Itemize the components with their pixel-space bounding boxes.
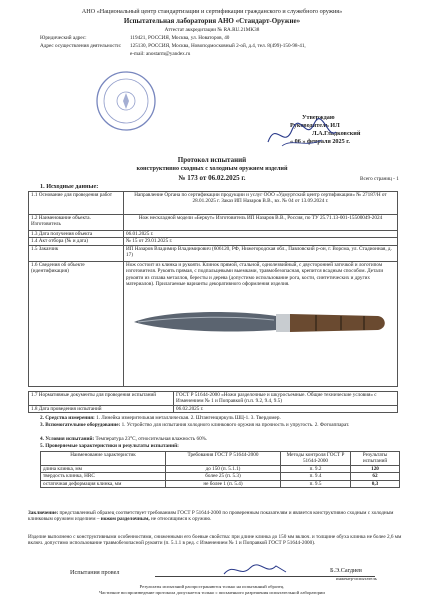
conclusion-bold: ножом разделочным,	[100, 516, 150, 523]
info-row	[29, 231, 398, 238]
results-header-row	[41, 452, 400, 466]
info-value: Нож нескладной модели «Беркут» Изготовитель ИП Назаров В.В., Россия, по ТУ 25.71.13-001-15500049-2024	[124, 215, 398, 231]
conclusion-label: Заключение:	[28, 510, 59, 516]
result-requirement: более 25 (п. 5.3)	[166, 473, 281, 480]
doc-value: ГОСТ Р 51644-2000 «Ножи разделочные и шкуросъемные. Общие технические условия» с Изменением № 1 и Поправкой (п.п. 9.2, 9.4, 9.5)	[174, 392, 398, 406]
results-row	[41, 465, 400, 472]
conclusion-text: представленный образец соответствует требованиям ГОСТ Р 51644-2000 по проверенным показателям и является конструктивно сходным с холодным клинковым оружием изделием –	[28, 510, 394, 523]
conclusion-text-end: не относящимся к оружию.	[151, 516, 212, 523]
result-name: остаточная деформация клинка, мм	[41, 480, 166, 487]
info-label: 1.5 Заказчик	[29, 245, 124, 261]
result-value: 0,3	[351, 480, 400, 487]
results-table	[40, 451, 400, 488]
section-3-label: 3. Вспомогательное оборудование:	[40, 422, 121, 428]
knife-photo	[126, 290, 395, 352]
approval-date: « 06 » февраля 2025 г.	[290, 138, 350, 145]
org-line: АНО «Национальный центр стандартизации и сертификации гражданского и служебного оружия»	[81, 8, 343, 15]
lab-title: Испытательная лаборатория АНО «Стандарт-Оружие»	[123, 17, 301, 25]
section-3-text: 1. Устройство для испытания холодного клинкового оружия на прочность и упругость. 2. Фотоаппарат.	[121, 422, 350, 428]
approval-approved: Утверждаю	[302, 114, 335, 121]
result-value: 62	[351, 473, 400, 480]
info-row	[29, 215, 398, 231]
result-method: п. 9.2	[281, 465, 351, 472]
results-header: Результаты испытаний	[351, 452, 400, 466]
result-requirement: не более 1 (п. 5.4)	[166, 480, 281, 487]
section-1-heading: 1. Исходные данные:	[40, 183, 99, 190]
results-row	[41, 473, 400, 480]
section-2	[40, 415, 415, 421]
info-value: 06.01.2025 г.	[124, 231, 398, 238]
info-row	[29, 192, 398, 215]
info-row	[29, 245, 398, 261]
info-value: № 15 от 29.01.2025 г.	[124, 238, 398, 245]
result-name: длина клинка, мм	[41, 465, 166, 472]
protocol-title: Протокол испытаний	[177, 156, 247, 164]
result-value: 120	[351, 465, 400, 472]
doc-value: 06.02.2025 г.	[174, 405, 398, 412]
tester-role: инженер-испытатель	[336, 576, 377, 581]
section-4-label: 4. Условия испытаний:	[40, 436, 95, 442]
tester-signature	[220, 560, 290, 580]
results-header: Требования ГОСТ Р 51644-2000	[166, 452, 281, 466]
info-value	[124, 261, 398, 386]
section-2-label: 2. Средства измерения:	[40, 415, 95, 421]
results-row	[41, 480, 400, 487]
approval-signature	[262, 112, 342, 156]
section-4	[40, 436, 415, 442]
legal-address-value: 119421, РОССИЯ, Москва, ул. Новаторов, 40	[130, 35, 230, 41]
legal-address-label: Юридический адрес:	[40, 35, 87, 41]
approval-head: Руководитель ИЛ	[290, 122, 340, 129]
actual-address-value: 125130, РОССИЯ, Москва, Новоподмосковный 2-ой, д.4, тел. 8(499)-150-98-41,	[130, 43, 306, 49]
info-label: 1.1 Основание для проведения работ	[29, 192, 124, 215]
footer-line-1: Результаты испытаний распространяются только на испытанный образец.	[139, 584, 285, 589]
info-label: 1.6 Сведения об объекте (идентификация)	[29, 261, 124, 386]
protocol-number: № 173 от 06.02.2025 г.	[178, 174, 246, 182]
page-count: Всего страниц - 1	[360, 176, 399, 182]
object-description: Нож состоит из клинка и рукояти. Клинок прямой, стальной, однолезвийный, с двусторонней заточкой и логотипом изготовителя. Рукоять прямая, с подпальцевыми выемками, травмобезопасная, крепится всадным способом. Детали рукояти из сплава металлов, бересты и дерева (допустимо использование рога, кости, синтетических и других материалов). Прилагаемые варианты декоративного оформления изделия.	[126, 261, 384, 288]
protocol-subtitle: конструктивно сходных с холодным оружием изделий	[136, 165, 288, 172]
info-value: Направление Органа по сертификации продукции и услуг ООО «Удмуртский центр сертификации» № 27187/Н от 28.01.2025 г. Заказ ИП Назаров В.В., вх. № 04 от 13.09.2024 г.	[124, 192, 398, 215]
info-table	[28, 191, 398, 387]
info-row	[29, 261, 398, 386]
info-label: 1.4 Акт отбора (№ и дата)	[29, 238, 124, 245]
info-value: ИП Назаров Владимир Владимирович (606120, РФ, Нижегородская обл., Павловский р-он, г. Ворсма, ул. Стадионная, д. 17)	[124, 245, 398, 261]
tested-by-label: Испытания провел	[70, 569, 120, 576]
doc-label: 1.8 Дата проведения испытаний	[29, 405, 174, 412]
tester-name: Б.Э.Сагдиев	[330, 567, 362, 574]
conclusion	[28, 510, 413, 523]
info-label: 1.3 Дата получения объекта	[29, 231, 124, 238]
doc-label: 1.7 Нормативные документы для проведения испытаний	[29, 392, 174, 406]
section-5-heading: 5. Проверяемые характеристики и результаты испытаний:	[40, 443, 179, 449]
result-name: твердость клинка, HRC	[41, 473, 166, 480]
section-2-text: 1. Линейка измерительная металлическая. 2. Штангенциркуль ШЦ-1. 3. Твердомер.	[96, 415, 281, 421]
footer-line-2: Частичное воспроизведение протокола допускается только с письменного разрешения испытательной лаборатории	[99, 590, 325, 595]
lab-stamp	[95, 70, 157, 132]
email: e-mail: anostarm@yandex.ru	[130, 51, 191, 57]
results-header: Методы контроля ГОСТ Р 51644-2000	[281, 452, 351, 466]
approval-name: Л.А.Гладковский	[312, 130, 361, 137]
result-method: п. 9.4	[281, 473, 351, 480]
info-label: 1.2 Наименование объекта. Изготовитель	[29, 215, 124, 231]
result-requirement: до 150 (п. 5.1.1)	[166, 465, 281, 472]
accreditation: Аттестат аккредитации № RA.RU.21MK38	[164, 27, 260, 33]
result-method: п. 9.5	[281, 480, 351, 487]
docs-table	[28, 391, 398, 413]
note: Изделие выполнено с конструктивными особенностями, сниженными его боевые свойства: при длине клинка до 150 мм включ. и толщине обуха клинка не более 2,6 мм включ. допустимо использование травмобезопасной рукояти (п. 5.1.1 в ред. с Изменением № 1 и Поправкой ГОСТ Р 51644-2000).	[28, 534, 402, 547]
info-row	[29, 238, 398, 245]
results-header: Наименование характеристик	[41, 452, 166, 466]
section-3	[40, 422, 415, 428]
section-4-text: Температура 23°C, относительная влажность 60%.	[95, 436, 208, 442]
actual-address-label: Адрес осуществления деятельности:	[40, 43, 122, 49]
doc-row	[29, 405, 398, 412]
doc-row	[29, 392, 398, 406]
